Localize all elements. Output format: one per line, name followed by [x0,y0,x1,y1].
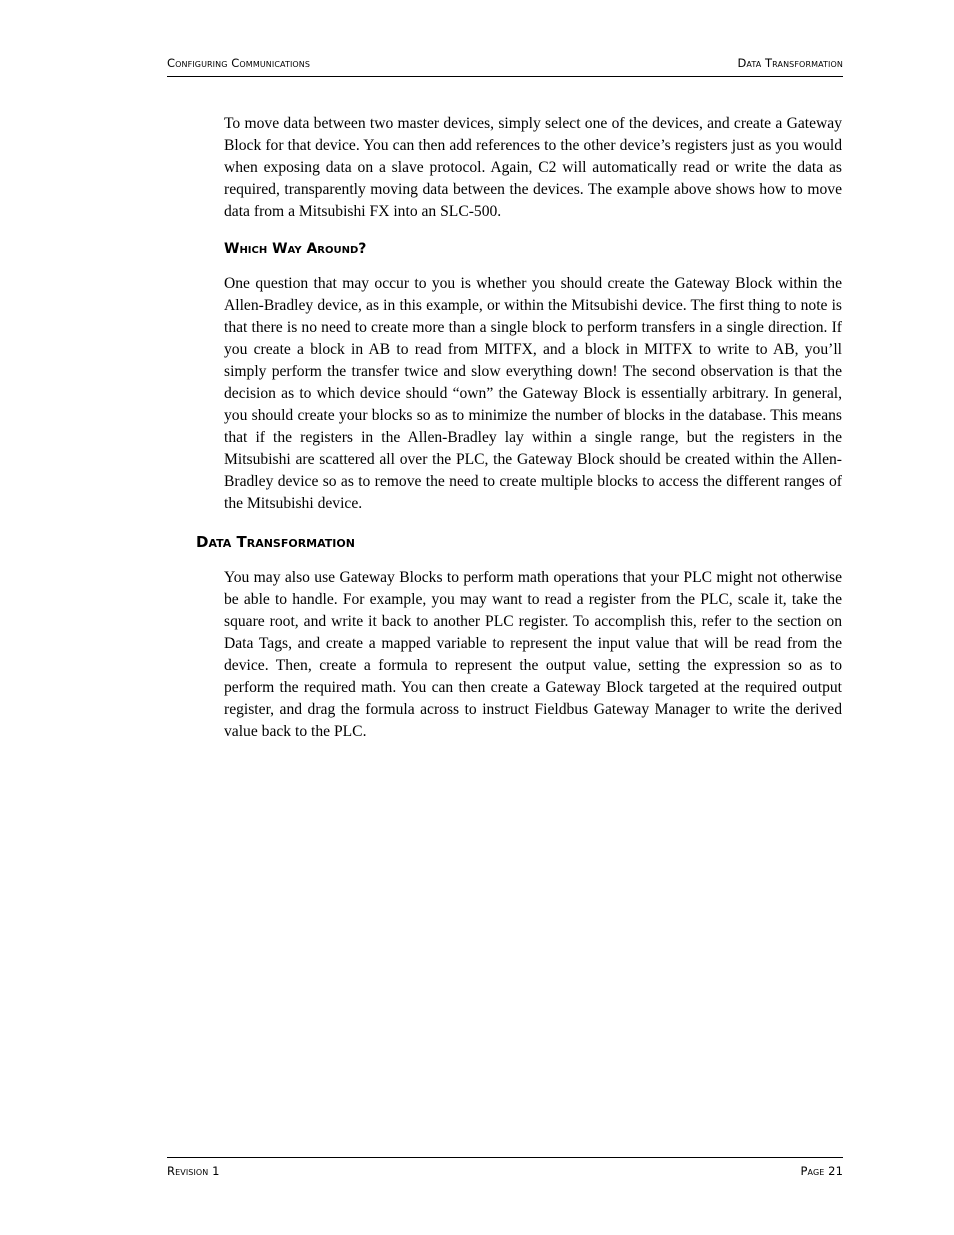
which-way-paragraph [224,273,842,515]
intro-paragraph [224,113,842,223]
header-topic-title: Data Transformation [737,56,843,70]
paragraph-text: One question that may occur to you is whether you should create the Gateway Block within the Allen-Bradley device, as in this example, or within the Mitsubishi device. The first thing to note is that there is no need to create more than a single block to perform transfers in a single direction. If you create a block in AB to read from MITFX, and a block in MITFX to write to AB, you’ll simply perform the transfer twice and slow everything down! The second observation is that the decision as to which device should “own” the Gateway Block is essentially arbitrary. In general, you should create your blocks so as to minimize the number of blocks in the database. This means that if the registers in the Allen-Bradley lay within a single range, but the registers in the Mitsubishi are scattered all over the PLC, the Gateway Block should be created within the Allen-Bradley device so as to remove the need to create multiple blocks to access the different ranges of the Mitsubishi device. [224,275,842,512]
page-footer [167,1157,843,1178]
page-header [167,56,843,77]
header-section-title: Configuring Communications [167,56,311,70]
footer-revision: Revision 1 [167,1164,220,1178]
section-heading-data-transformation: Data Transformation [196,533,355,551]
paragraph-text: You may also use Gateway Blocks to perform math operations that your PLC might not otherwise be able to handle. For example, you may want to read a register from the PLC, scale it, take the square root, and write it back to another PLC register. To accomplish this, refer to the section on Data Tags, and create a mapped variable to represent the input value that will be read from the device. Then, create a formula to represent the output value, setting the expression so as to perform the required math. You can then create a Gateway Block targeted at the required output register, and drag the formula across to instruct Fieldbus Gateway Manager to write the derived value back to the PLC. [224,569,842,740]
paragraph-text: To move data between two master devices, simply select one of the devices, and create a Gateway Block for that device. You can then add references to the other device’s registers just as you would when exposing data on a slave protocol. Again, C2 will automatically read or write the data as required, transparently moving data between the devices. The example above shows how to move data from a Mitsubishi FX into an SLC-500. [224,115,842,220]
data-transformation-paragraph [224,567,842,743]
footer-page-number: Page 21 [800,1164,843,1178]
subheading-which-way-around: Which Way Around? [224,241,367,257]
